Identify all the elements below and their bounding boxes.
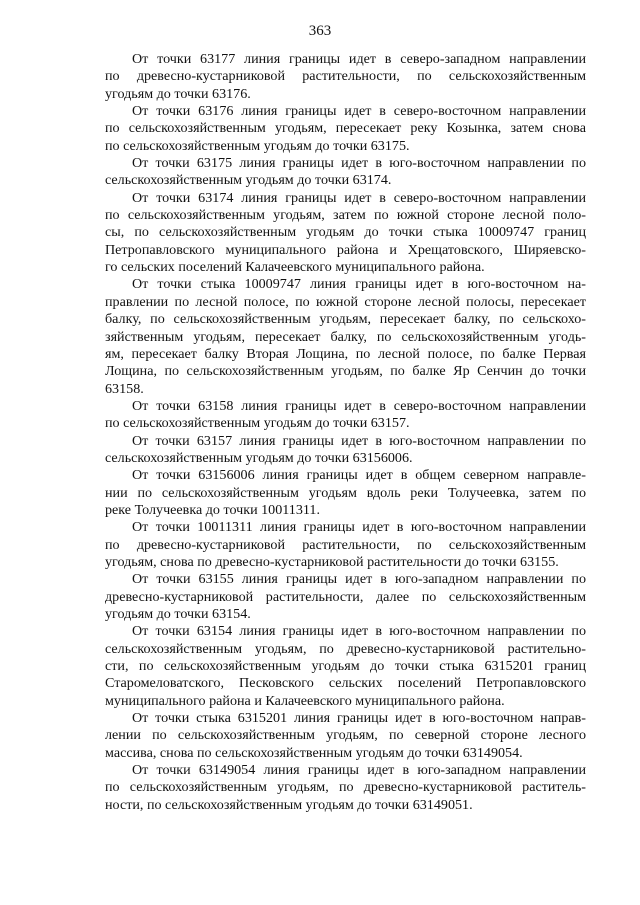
paragraph-line: по сельскохозяйственным угодьям, затем по южной стороне лесной поло- bbox=[105, 207, 586, 224]
paragraph-line: сельскохозяйственным угодьям до точки 63174. bbox=[105, 172, 392, 189]
page-number: 363 bbox=[308, 23, 332, 39]
paragraph-line: угодьям до точки 63176. bbox=[105, 85, 251, 102]
paragraph-line: От точки 63158 линия границы идет в северо-восточном направлении bbox=[132, 397, 586, 414]
document-body bbox=[105, 51, 586, 814]
paragraph-line: От точки 63157 линия границы идет в юго-восточном направлении по bbox=[132, 432, 586, 449]
paragraph-line: муниципального района и Калачеевского муниципального района. bbox=[105, 692, 505, 709]
paragraph-line: От точки стыка 6315201 линия границы идет в юго-восточном направ- bbox=[132, 710, 586, 727]
paragraph-line: От точки 63176 линия границы идет в северо-восточном направлении bbox=[132, 103, 586, 120]
paragraph-line: сы, по сельскохозяйственным угодьям до точки стыка 10009747 границ bbox=[105, 224, 586, 241]
paragraph-line: по сельскохозяйственным угодьям до точки 63157. bbox=[105, 415, 410, 432]
paragraph-line: сти, по сельскохозяйственным угодьям до точки стыка 6315201 границ bbox=[105, 658, 586, 675]
paragraph bbox=[105, 51, 586, 103]
paragraph-line: по сельскохозяйственным угодьям, по древесно-кустарниковой раститель- bbox=[105, 779, 586, 796]
paragraph-line: правлении по лесной полосе, по южной стороне лесной полосы, пересекает bbox=[105, 293, 586, 310]
paragraph-line: ям, пересекает балку Вторая Лощина, по лесной полосе, по балке Первая bbox=[105, 345, 586, 362]
paragraph-line: сельскохозяйственным угодьям, по древесно-кустарниковой растительно- bbox=[105, 640, 586, 657]
paragraph-line: От точки 63154 линия границы идет в юго-восточном направлении по bbox=[132, 623, 586, 640]
paragraph bbox=[105, 398, 586, 433]
paragraph bbox=[105, 433, 586, 468]
paragraph bbox=[105, 762, 586, 814]
paragraph-line: 63158. bbox=[105, 380, 144, 397]
paragraph-line: От точки 63174 линия границы идет в северо-восточном направлении bbox=[132, 189, 586, 206]
paragraph bbox=[105, 155, 586, 190]
paragraph bbox=[105, 623, 586, 710]
paragraph-line: по древесно-кустарниковой растительности, по сельскохозяйственным bbox=[105, 68, 586, 85]
paragraph-line: Петропавловского муниципального района и Хрещатовского, Ширяевско- bbox=[105, 241, 586, 258]
paragraph bbox=[105, 103, 586, 155]
paragraph-line: по сельскохозяйственным угодьям до точки 63175. bbox=[105, 137, 410, 154]
paragraph-line: нии по сельскохозяйственным угодьям вдоль реки Толучеевка, затем по bbox=[105, 484, 586, 501]
paragraph-line: балку, по сельскохозяйственным угодьям, пересекает балку, по сельскохо- bbox=[105, 311, 586, 328]
paragraph-line: лении по сельскохозяйственным угодьям, по северной стороне лесного bbox=[105, 727, 586, 744]
paragraph-line: по сельскохозяйственным угодьям, пересекает реку Козынка, затем снова bbox=[105, 120, 586, 137]
paragraph-line: От точки стыка 10009747 линия границы идет в юго-восточном на- bbox=[132, 276, 586, 293]
paragraph bbox=[105, 190, 586, 277]
paragraph-line: реке Толучеевка до точки 10011311. bbox=[105, 501, 320, 518]
paragraph-line: От точки 63149054 линия границы идет в юго-западном направлении bbox=[132, 762, 586, 779]
paragraph-line: массива, снова по сельскохозяйственным угодьям до точки 63149054. bbox=[105, 744, 523, 761]
paragraph bbox=[105, 467, 586, 519]
paragraph-line: Лощина, по сельскохозяйственным угодьям, по балке Яр Сенчин до точки bbox=[105, 363, 586, 380]
paragraph-line: сельскохозяйственным угодьям до точки 63156006. bbox=[105, 449, 413, 466]
paragraph-line: древесно-кустарниковой растительности, далее по сельскохозяйственным bbox=[105, 588, 586, 605]
paragraph bbox=[105, 276, 586, 397]
paragraph bbox=[105, 519, 586, 571]
paragraph-line: по древесно-кустарниковой растительности, по сельскохозяйственным bbox=[105, 536, 586, 553]
paragraph bbox=[105, 571, 586, 623]
paragraph-line: зяйственным угодьям, пересекает балку, по сельскохозяйственным угодь- bbox=[105, 328, 586, 345]
paragraph bbox=[105, 710, 586, 762]
paragraph-line: ности, по сельскохозяйственным угодьям до точки 63149051. bbox=[105, 796, 473, 813]
paragraph-line: угодьям, снова по древесно-кустарниковой растительности до точки 63155. bbox=[105, 553, 559, 570]
paragraph-line: От точки 63155 линия границы идет в юго-западном направлении по bbox=[132, 571, 586, 588]
paragraph-line: От точки 63177 линия границы идет в северо-западном направлении bbox=[132, 51, 586, 67]
paragraph-line: го сельских поселений Калачеевского муниципального района. bbox=[105, 259, 485, 276]
paragraph-line: Старомеловатского, Песковского сельских поселений Петропавловского bbox=[105, 675, 586, 692]
paragraph-line: От точки 63175 линия границы идет в юго-восточном направлении по bbox=[132, 155, 586, 172]
paragraph-line: От точки 63156006 линия границы идет в общем северном направле- bbox=[132, 467, 586, 484]
paragraph-line: угодьям до точки 63154. bbox=[105, 606, 251, 622]
paragraph-line: От точки 10011311 линия границы идет в юго-восточном направлении bbox=[132, 519, 586, 536]
